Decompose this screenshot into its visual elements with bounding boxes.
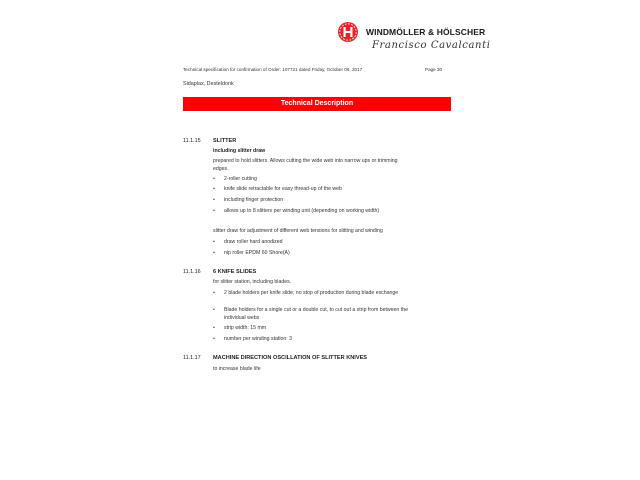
section-intro: for slitter station, including blades. (213, 279, 292, 285)
customer-name: Sidaplax, Desteldonk (183, 81, 234, 87)
section-title: MACHINE DIRECTION OSCILLATION OF SLITTER KNIVES (213, 355, 368, 361)
windmoller-holscher-logo-icon (338, 22, 358, 42)
section-intro: to increase blade life (213, 366, 261, 372)
section-intro: prepared to hold slitters. Allows cutting the wide web into narrow ups or trimming edges. (213, 158, 398, 172)
signature: Francisco Cavalcanti (372, 40, 491, 51)
section-title: 6 KNIFE SLIDES (213, 269, 257, 275)
document-page: WINDMÖLLER & HÖLSCHER Francisco Cavalcanti Technical specification for confirmation of Order: 107721 dated Friday, October 06, 2017 Page 30 Sidaplax, Desteldonk Technical Description 11.1.15 SLITTER including slitter draw prepared to hold slitters. Allows cutting the wide web into narrow ups or trimming edges. • 2-roller cutting • knife slide retractable for easy thread-up of the web • including finger protection • allows up to 8 slitters per winding unit (depending on working width) slitter draw for adjustment of different web tensions for slitting and winding • draw roller hard anodized • nip roller EPDM 60 Shore(A) 11.1.16 6 KNIFE SLIDES for slitter station, including blades. • 2 blade holders per knife slide; no stop of production during blade exchange • Blade holders for a single cut or a double cut, to cut out a strip from between the individual webs • strip width: 15 mm • number per winding station: 3 11.1.17 MACHINE DIRECTION OSCILLATION OF SLITTER KNIVES to increase blade life (0, 0, 640, 480)
section-banner: Technical Description (183, 97, 451, 111)
specification-line: Technical specification for confirmation of Order: 107721 dated Friday, October 06, 2017 (183, 67, 363, 72)
section-title: SLITTER (213, 138, 237, 144)
page-number: Page 30 (425, 67, 443, 72)
section-number: 11.1.17 (183, 355, 201, 361)
section-intro-secondary: slitter draw for adjustment of different web tensions for slitting and winding (213, 228, 383, 234)
brand-name: WINDMÖLLER & HÖLSCHER (366, 27, 486, 37)
section-subtitle: including slitter draw (213, 148, 266, 154)
section-number: 11.1.16 (183, 269, 201, 275)
section-number: 11.1.15 (183, 138, 201, 144)
